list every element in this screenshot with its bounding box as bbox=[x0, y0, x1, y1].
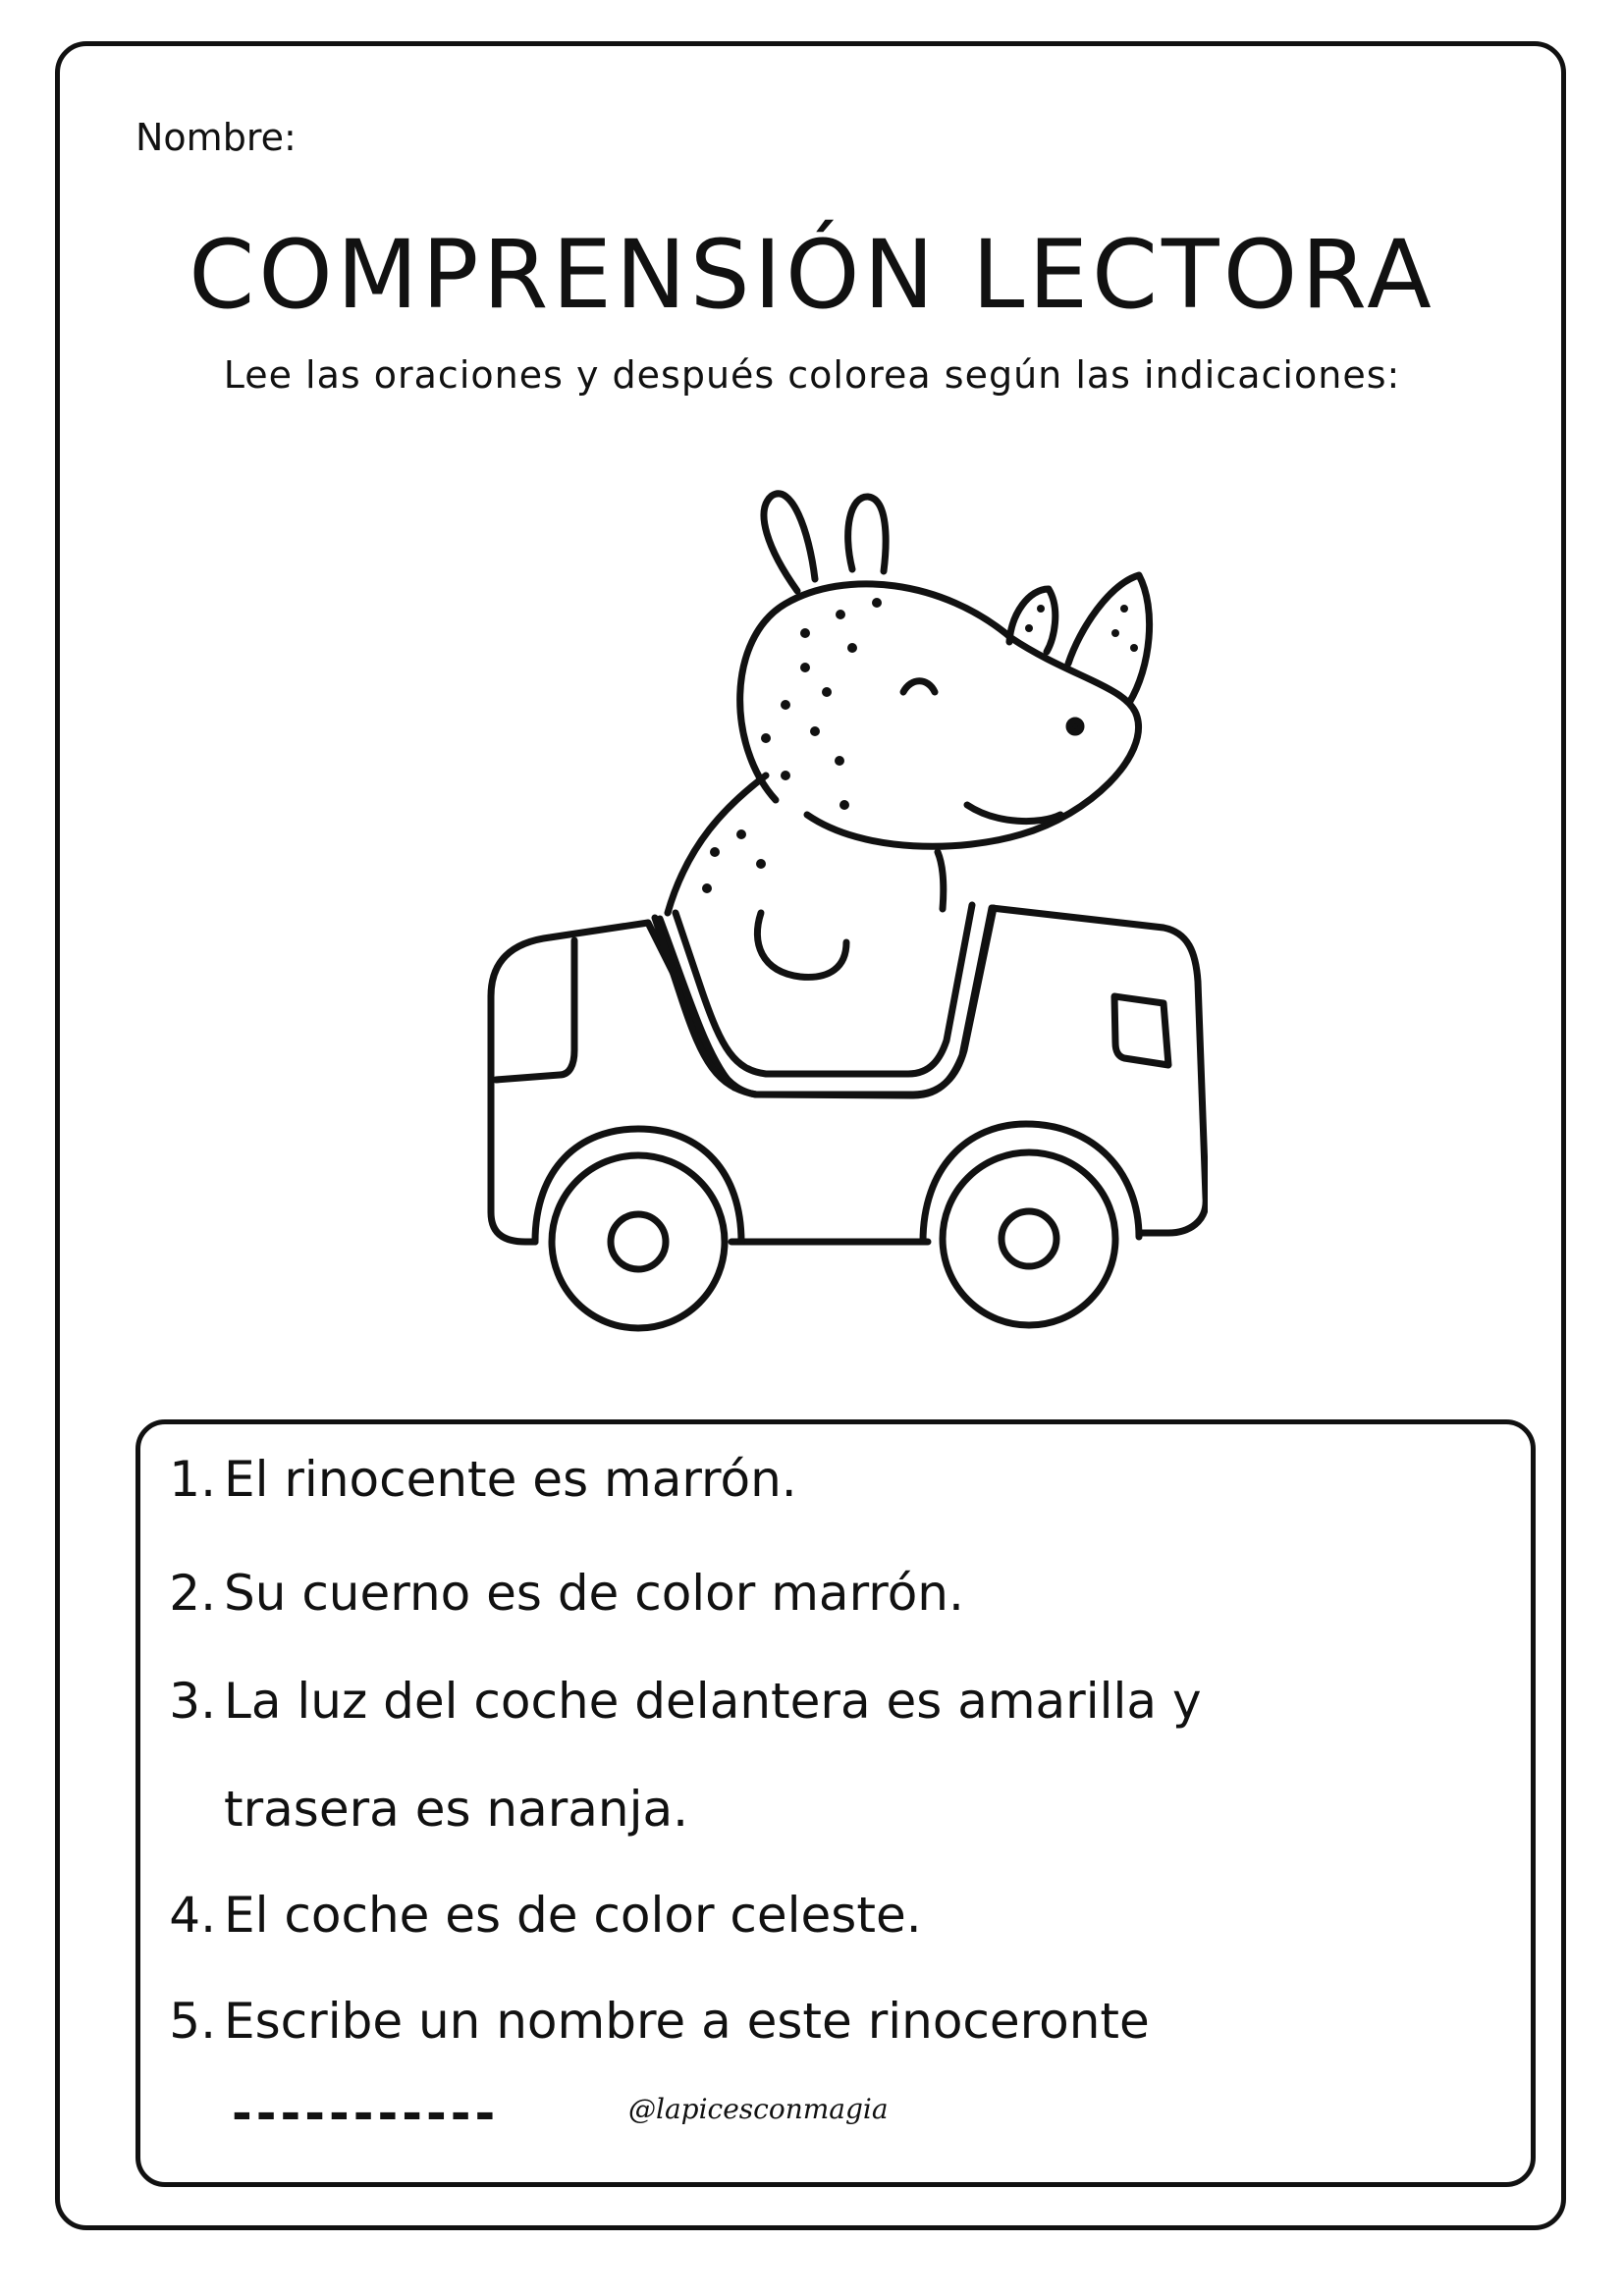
instruction-text: Escribe un nombre a este rinoceronte bbox=[224, 1993, 1150, 2050]
page-title: COMPRENSIÓN LECTORA bbox=[189, 220, 1435, 330]
instruction-number: 3. bbox=[169, 1673, 216, 1730]
instruction-text: trasera es naranja. bbox=[224, 1781, 689, 1838]
instruction-number: 5. bbox=[169, 1993, 216, 2050]
instruction-text: La luz del coche delantera es amarilla y bbox=[224, 1673, 1202, 1730]
instruction-number: 1. bbox=[169, 1451, 216, 1508]
page-subtitle: Lee las oraciones y después colorea según las indicaciones: bbox=[223, 353, 1401, 397]
instruction-text: El coche es de color celeste. bbox=[224, 1887, 922, 1944]
answer-blank-line[interactable]: ----------- bbox=[232, 2085, 500, 2142]
instruction-text: Su cuerno es de color marrón. bbox=[224, 1565, 964, 1622]
credit-signature: @lapicesconmagia bbox=[628, 2093, 889, 2125]
instruction-number: 4. bbox=[169, 1887, 216, 1944]
instruction-number: 2. bbox=[169, 1565, 216, 1622]
rhino-driving-car-icon bbox=[422, 461, 1208, 1345]
name-label: Nombre: bbox=[135, 116, 297, 159]
instruction-text: El rinocente es marrón. bbox=[224, 1451, 797, 1508]
